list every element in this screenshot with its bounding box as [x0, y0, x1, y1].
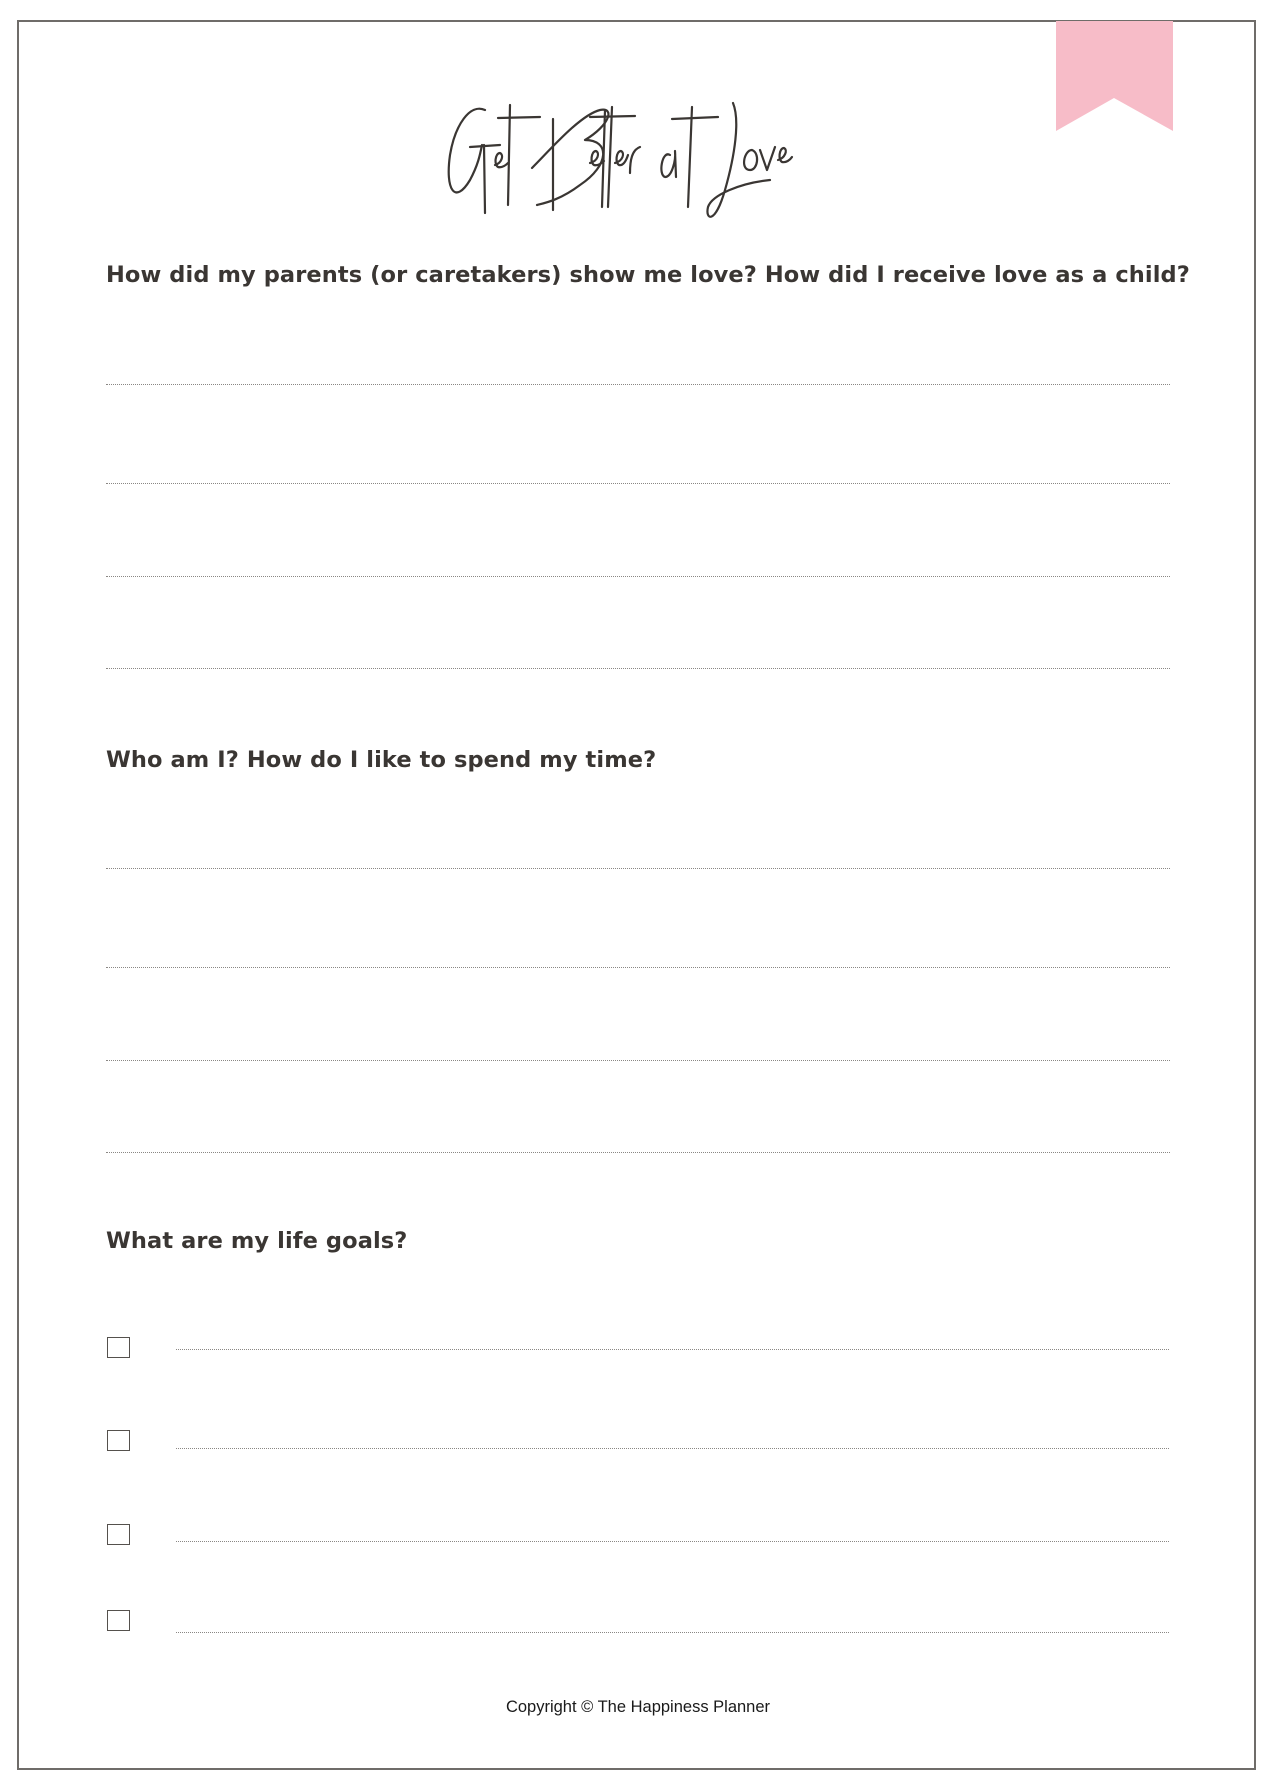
goal-line-2[interactable]: [176, 1448, 1169, 1449]
goal-checkbox-3[interactable]: [107, 1524, 130, 1545]
goal-checkbox-2[interactable]: [107, 1430, 130, 1451]
goal-checkbox-1[interactable]: [107, 1337, 130, 1358]
writing-line[interactable]: [106, 576, 1170, 577]
goal-checkbox-4[interactable]: [107, 1610, 130, 1631]
goal-line-4[interactable]: [176, 1632, 1169, 1633]
writing-line[interactable]: [106, 868, 1170, 869]
goal-line-3[interactable]: [176, 1541, 1169, 1542]
bookmark-ribbon-icon: [1056, 21, 1173, 131]
copyright-footer: Copyright © The Happiness Planner: [505, 1698, 771, 1716]
page-title: [440, 95, 840, 225]
writing-line[interactable]: [106, 668, 1170, 669]
writing-line[interactable]: [106, 483, 1170, 484]
question-who-am-i: Who am I? How do I like to spend my time?: [106, 747, 657, 773]
question-life-goals: What are my life goals?: [106, 1228, 408, 1254]
writing-line[interactable]: [106, 384, 1170, 385]
question-parents-love: How did my parents (or caretakers) show me love? How did I receive love as a child?: [106, 262, 1190, 288]
writing-line[interactable]: [106, 1060, 1170, 1061]
writing-line[interactable]: [106, 1152, 1170, 1153]
writing-line[interactable]: [106, 967, 1170, 968]
goal-line-1[interactable]: [176, 1349, 1169, 1350]
